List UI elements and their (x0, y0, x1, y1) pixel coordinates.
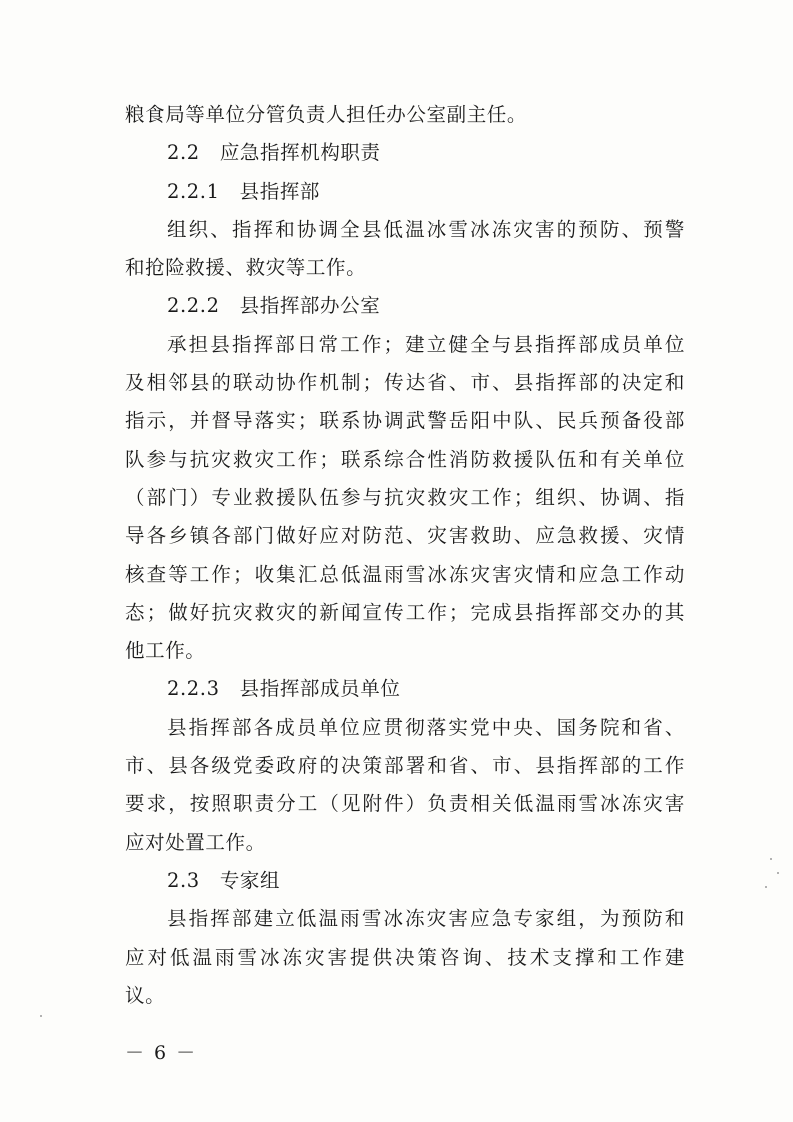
section-heading (125, 173, 685, 211)
paragraph-line: 县指挥部建立低温雨雪冰冻灾害应急专家组，为预防和 (167, 907, 685, 931)
section-title: 应急指挥机构职责 (219, 141, 381, 165)
paragraph-line: 态；做好抗灾救灾的新闻宣传工作；完成县指挥部交办的其 (125, 600, 685, 624)
section-title: 专家组 (219, 868, 281, 892)
section-heading (125, 134, 685, 172)
section-number: 2.2.2 (167, 294, 220, 318)
paragraph-line: 市、县各级党委政府的决策部署和省、市、县指挥部的工作 (125, 754, 685, 778)
paragraph-line: 粮食局等单位分管负责人担任办公室副主任。 (125, 103, 528, 126)
section-number: 2.2.1 (167, 179, 220, 203)
paragraph-line: 应对处置工作。 (125, 830, 266, 854)
paragraph-line: 应对低温雨雪冰冻灾害提供决策咨询、技术支撑和工作建 (125, 945, 685, 969)
paragraph-line: 要求，按照职责分工（见附件）负责相关低温雨雪冰冻灾害 (125, 792, 685, 816)
paragraph-line: （部门）专业救援队伍参与抗灾救灾工作；组织、协调、指 (125, 485, 685, 509)
section-number: 2.3 (167, 868, 200, 892)
document-body (125, 96, 685, 1015)
section-title: 县指挥部 (239, 179, 321, 203)
paragraph-line: 组织、指挥和协调全县低温冰雪冰冻灾害的预防、预警 (167, 217, 685, 241)
section-title: 县指挥部成员单位 (239, 677, 401, 701)
paragraph-line: 导各乡镇各部门做好应对防范、灾害救助、应急救援、灾情 (125, 524, 685, 548)
paragraph-line: 他工作。 (125, 639, 206, 663)
paragraph-line: 和抢险救援、救灾等工作。 (125, 256, 367, 280)
scan-speck (777, 872, 779, 874)
section-heading (125, 862, 685, 900)
scan-speck (40, 1015, 42, 1017)
paragraph-line: 承担县指挥部日常工作；建立健全与县指挥部成员单位 (167, 332, 685, 356)
scan-speck (765, 886, 767, 888)
paragraph-line: 队参与抗灾救灾工作；联系综合性消防救援队伍和有关单位 (125, 447, 685, 471)
paragraph-line: 核查等工作；收集汇总低温雨雪冰冻灾害灾情和应急工作动 (125, 562, 685, 586)
section-heading (125, 670, 685, 708)
paragraph-line: 及相邻县的联动协作机制；传达省、市、县指挥部的决定和 (125, 371, 685, 395)
section-heading (125, 287, 685, 325)
page-number: － 6 － (125, 1042, 198, 1064)
paragraph-line: 指示，并督导落实；联系协调武警岳阳中队、民兵预备役部 (125, 409, 685, 433)
paragraph-line: 县指挥部各成员单位应贯彻落实党中央、国务院和省、 (167, 715, 685, 739)
section-number: 2.2.3 (167, 677, 220, 701)
paragraph-line: 议。 (125, 983, 166, 1007)
section-title: 县指挥部办公室 (239, 294, 381, 318)
section-number: 2.2 (167, 141, 200, 165)
scan-speck (770, 858, 772, 860)
